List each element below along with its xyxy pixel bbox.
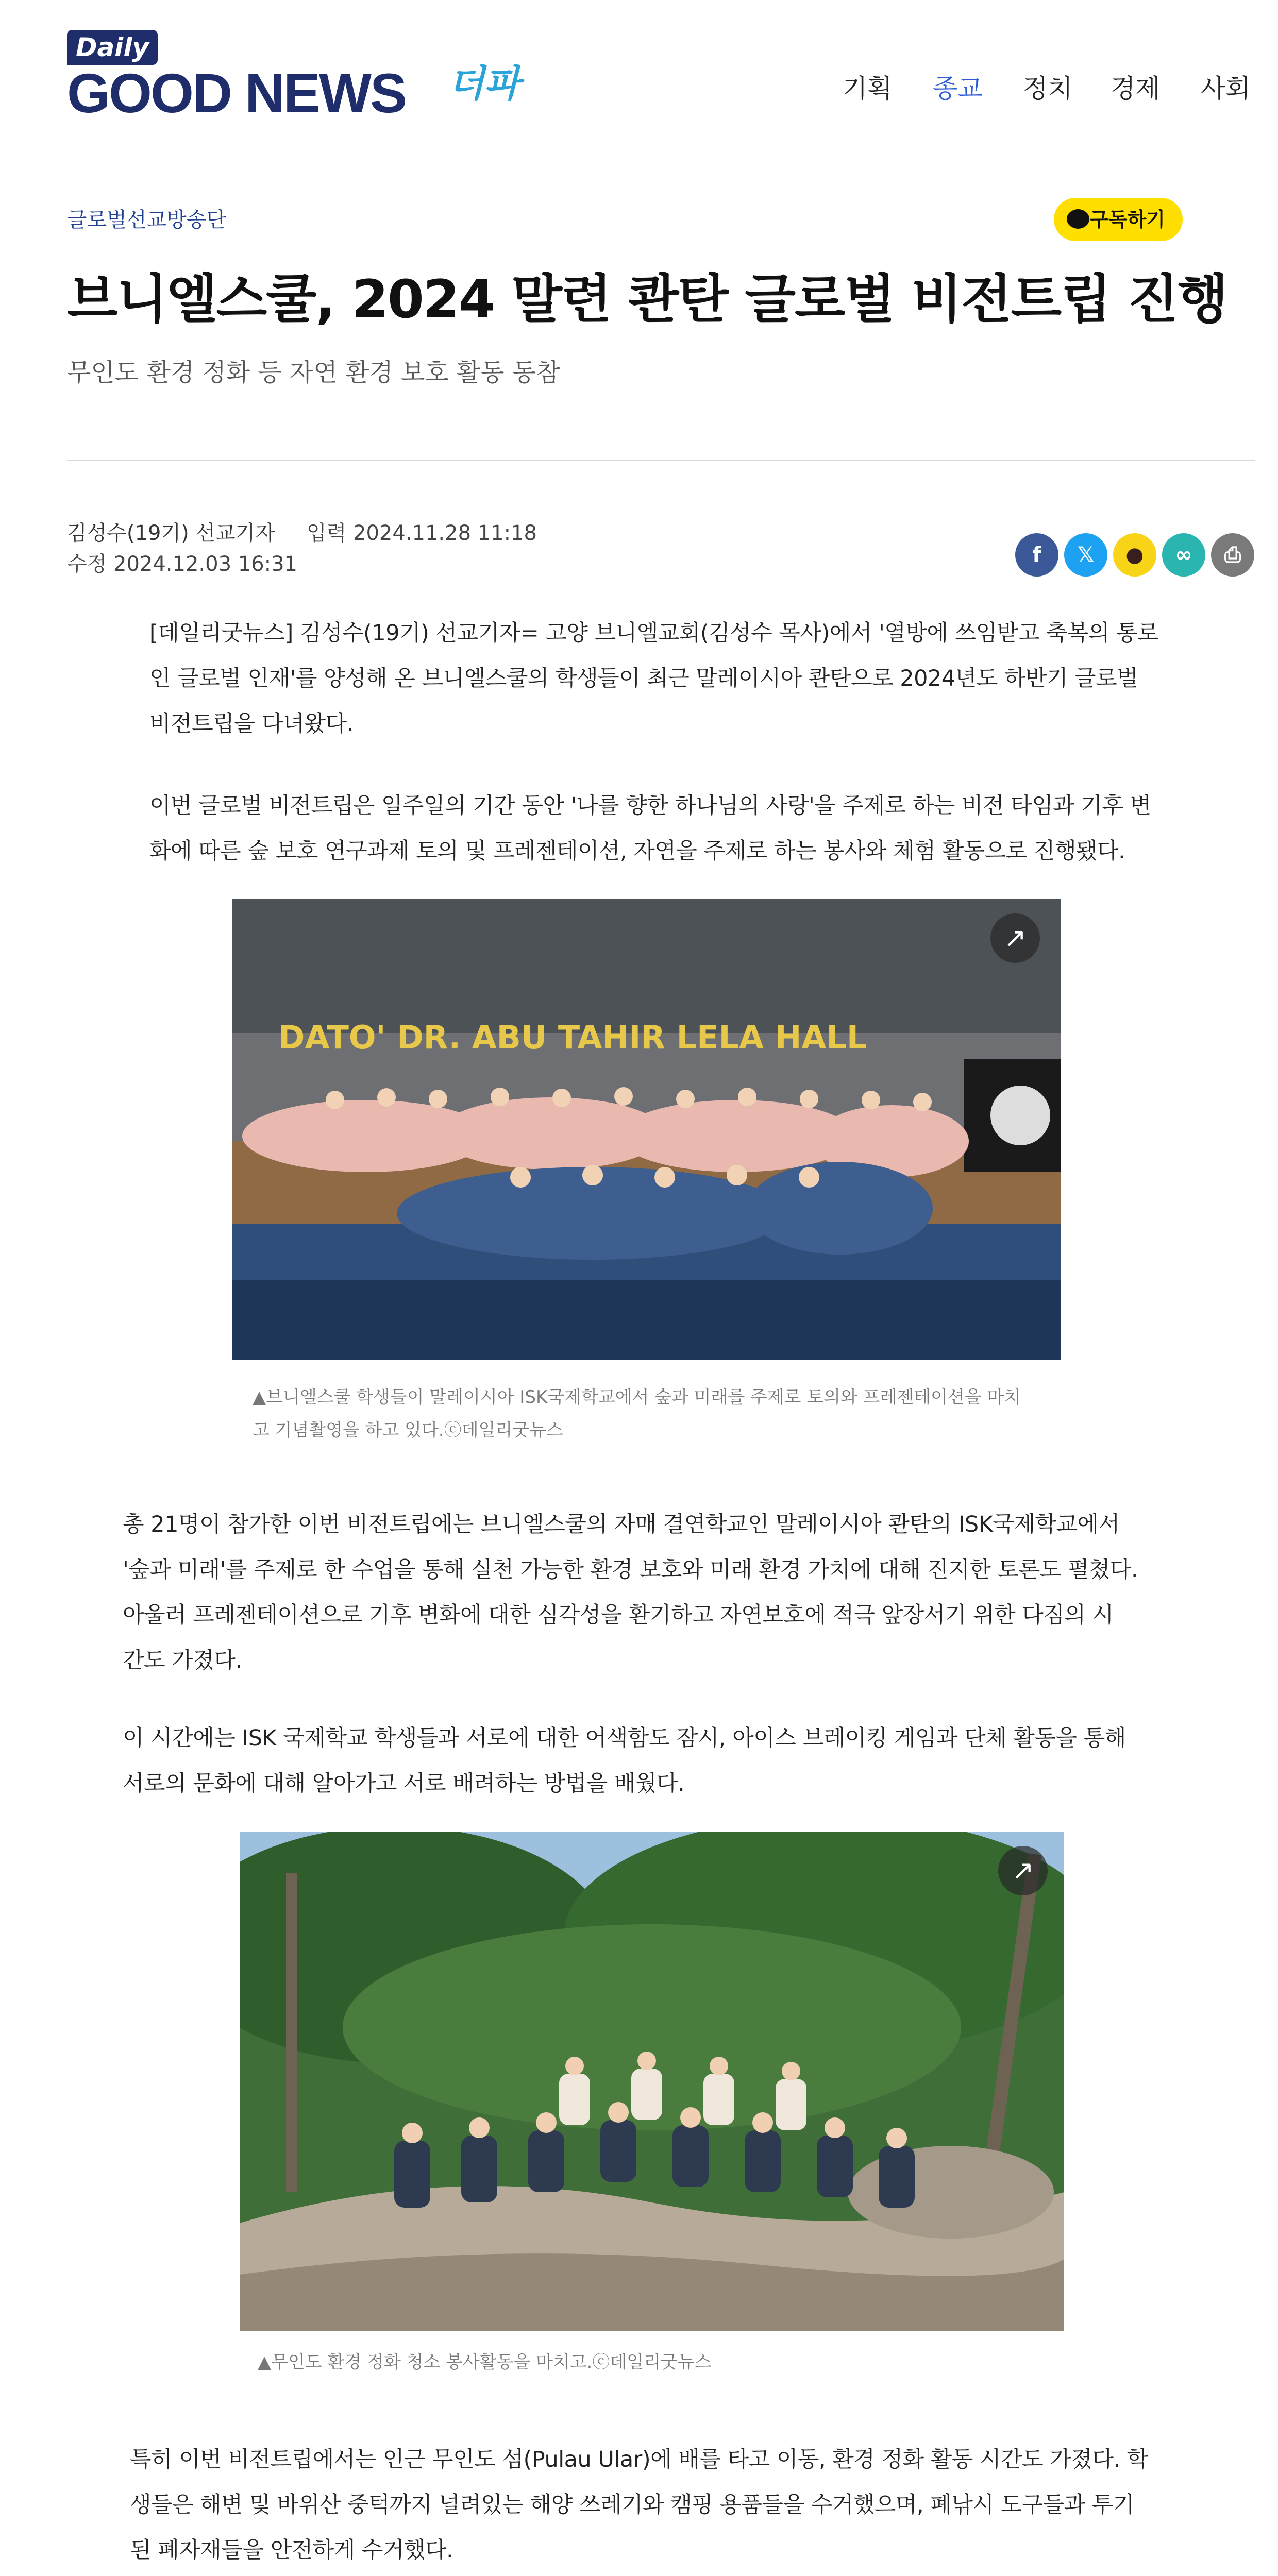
article-paragraph: 이번 글로벌 비전트립은 일주일의 기간 동안 '나를 향한 하나님의 사랑'을 주제로 하는 비전 타임과 기후 변 화에 따른 숲 보호 연구과제 토의 및 프레젠테이션, 자연을 주제로 하는 봉사와 체험 활동으로 진행됐다.	[149, 793, 1151, 864]
hall-banner-text: DATO' DR. ABU TAHIR LELA HALL	[278, 1019, 867, 1056]
nav-item-planning[interactable]: 기획	[843, 74, 893, 104]
article-photo-hall[interactable]	[232, 899, 1061, 1360]
nav-item-politics[interactable]: 정치	[1023, 74, 1073, 104]
article-photo-island[interactable]	[240, 1832, 1064, 2331]
island-cleanup-photo	[240, 1832, 1064, 2331]
logo-good-news[interactable]: GOOD NEWS	[67, 62, 406, 124]
article-paragraph: 이 시간에는 ISK 국제학교 학생들과 서로에 대한 어색함도 잠시, 아이스 브레이킹 게임과 단체 활동을 통해 서로의 문화에 대해 알아가고 서로 배려하는 방법을 배웠다.	[123, 1725, 1126, 1797]
article-paragraph: 특히 이번 비전트립에서는 인근 무인도 섬(Pulau Ular)에 배를 타고 이동, 환경 정화 활동 시간도 가졌다. 학 생들은 해변 및 바위산 중턱까지 널려있는 해양 쓰레기와 캠핑 용품들을 수거했으며, 폐낚시 도구들과 투기 된 폐자재들을 안전하게 수거했다.	[130, 2447, 1148, 2563]
facebook-icon[interactable]: f	[1015, 533, 1058, 577]
expand-photo-icon[interactable]: ↗	[990, 913, 1040, 963]
nav-item-economy[interactable]: 경제	[1111, 74, 1161, 104]
kakaotalk-icon[interactable]: ●	[1113, 533, 1156, 577]
article-paragraph: [데일리굿뉴스] 김성수(19기) 선교기자= 고양 브니엘교회(김성수 목사)에서 '열방에 쓰임받고 축복의 통로 인 글로벌 인재'를 양성해 온 브니엘스쿨의 학생들이 최근 말레이시아 콴탄으로 2024년도 하반기 글로벌 비전트립을 다녀왔다.	[149, 620, 1159, 737]
updated-date: 수정 2024.12.03 16:31	[67, 552, 298, 576]
hall-group-photo	[232, 899, 1061, 1360]
divider	[67, 460, 1255, 461]
logo-daily[interactable]: Daily	[67, 30, 158, 65]
nav-item-society[interactable]: 사회	[1201, 74, 1251, 104]
article-title: 브니엘스쿨, 2024 말련 콴탄 글로벌 비전트립 진행	[67, 269, 1227, 330]
expand-photo-icon[interactable]: ↗	[998, 1846, 1048, 1895]
nav-item-religion[interactable]: 종교	[933, 74, 983, 104]
published-date: 입력 2024.11.28 11:18	[307, 521, 537, 545]
photo-caption: ▲무인도 환경 정화 청소 봉사활동을 마치고.ⓒ데일리굿뉴스	[258, 2352, 712, 2372]
link-icon[interactable]: ∞	[1162, 533, 1205, 577]
logo-theopa[interactable]: 더파	[448, 62, 520, 105]
print-icon[interactable]: ⎙	[1211, 533, 1254, 577]
speech-bubble-icon	[1067, 209, 1089, 229]
subscribe-button[interactable]: 구독하기	[1054, 198, 1183, 241]
article-paragraph: 총 21명이 참가한 이번 비전트립에는 브니엘스쿨의 자매 결연학교인 말레이시아 콴탄의 ISK국제학교에서 '숲과 미래'를 주제로 한 수업을 통해 실천 가능한 환경 보호와 미래 환경 가치에 대해 진지한 토론도 펼쳤다. 아울러 프레젠테이션으로 기후 변화에 대한 심각성을 환기하고 자연보호에 적극 앞장서기 위한 다짐의 시 간도 가졌다.	[123, 1512, 1138, 1673]
section-label[interactable]: 글로벌선교방송단	[67, 208, 227, 232]
byline-author[interactable]: 김성수(19기) 선교기자	[67, 521, 275, 545]
photo-caption: ▲브니엘스쿨 학생들이 말레이시아 ISK국제학교에서 숲과 미래를 주제로 토의와 프레젠테이션을 마치 고 기념촬영을 하고 있다.ⓒ데일리굿뉴스	[253, 1387, 1021, 1440]
x-icon[interactable]: 𝕏	[1064, 533, 1107, 577]
article-subtitle: 무인도 환경 정화 등 자연 환경 보호 활동 동참	[67, 358, 560, 387]
